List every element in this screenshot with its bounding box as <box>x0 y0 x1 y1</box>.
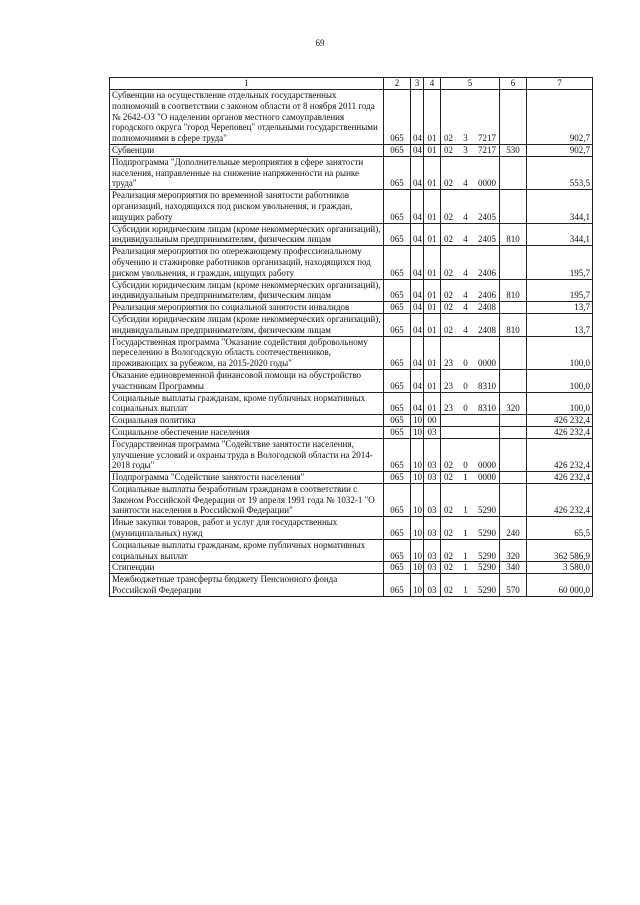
amount-cell: 60 000,0 <box>527 574 593 597</box>
section-code-cell: 04 <box>411 144 424 156</box>
amount-cell: 65,5 <box>527 517 593 540</box>
section-code-cell: 04 <box>411 392 424 415</box>
header-cell: 5 <box>441 78 500 90</box>
table-row <box>110 392 593 415</box>
table-row <box>110 144 593 156</box>
ministry-code-cell: 065 <box>384 313 411 336</box>
section-code-cell: 10 <box>411 517 424 540</box>
subsection-code-cell: 01 <box>424 336 441 369</box>
subsection-code-cell: 01 <box>424 190 441 223</box>
expense-type-cell <box>500 426 527 438</box>
amount-cell: 100,0 <box>527 336 593 369</box>
table-row <box>110 562 593 574</box>
item-name-cell: Социальные выплаты безработным гражданам в соответствии с Законом Российской Федерации от 19 апреля 1991 года № 1032-1 "О занятости населения в Российской Федерации" <box>110 483 384 516</box>
section-code-cell: 04 <box>411 279 424 302</box>
amount-cell: 426 232,4 <box>527 483 593 516</box>
table-body <box>110 90 593 597</box>
table-row <box>110 426 593 438</box>
amount-cell: 902,7 <box>527 144 593 156</box>
ministry-code-cell: 065 <box>384 562 411 574</box>
amount-cell: 344,1 <box>527 190 593 223</box>
target-article-cell: 02 1 5290 <box>441 539 500 562</box>
amount-cell: 13,7 <box>527 302 593 314</box>
ministry-code-cell: 065 <box>384 539 411 562</box>
section-code-cell: 10 <box>411 562 424 574</box>
subsection-code-cell: 03 <box>424 426 441 438</box>
item-name-cell: Иные закупки товаров, работ и услуг для государственных (муниципальных) нужд <box>110 517 384 540</box>
expense-type-cell: 320 <box>500 539 527 562</box>
table-row <box>110 223 593 246</box>
section-code-cell: 10 <box>411 483 424 516</box>
expense-type-cell: 810 <box>500 223 527 246</box>
amount-cell: 195,7 <box>527 246 593 279</box>
section-code-cell: 04 <box>411 156 424 189</box>
amount-cell: 344,1 <box>527 223 593 246</box>
ministry-code-cell: 065 <box>384 190 411 223</box>
subsection-code-cell: 01 <box>424 223 441 246</box>
subsection-code-cell: 01 <box>424 90 441 145</box>
section-code-cell: 10 <box>411 539 424 562</box>
expense-type-cell <box>500 90 527 145</box>
section-code-cell: 04 <box>411 336 424 369</box>
header-row <box>110 78 593 90</box>
expense-type-cell <box>500 302 527 314</box>
ministry-code-cell: 065 <box>384 426 411 438</box>
item-name-cell: Социальная политика <box>110 415 384 427</box>
section-code-cell: 04 <box>411 313 424 336</box>
amount-cell: 426 232,4 <box>527 472 593 484</box>
item-name-cell: Стипендии <box>110 562 384 574</box>
item-name-cell: Социальное обеспечение населения <box>110 426 384 438</box>
item-name-cell: Государственная программа "Оказание содействия добровольному переселению в Вологодскую область соотечественников, проживающих за рубежом, на 2015-2020 годы" <box>110 336 384 369</box>
subsection-code-cell: 03 <box>424 562 441 574</box>
expense-type-cell: 340 <box>500 562 527 574</box>
section-code-cell: 10 <box>411 438 424 471</box>
page-number: 69 <box>315 38 325 48</box>
table-row <box>110 574 593 597</box>
target-article-cell <box>441 426 500 438</box>
expense-type-cell <box>500 156 527 189</box>
subsection-code-cell: 03 <box>424 483 441 516</box>
table-row <box>110 517 593 540</box>
subsection-code-cell: 01 <box>424 156 441 189</box>
section-code-cell: 04 <box>411 90 424 145</box>
ministry-code-cell: 065 <box>384 246 411 279</box>
item-name-cell: Межбюджетные трансферты бюджету Пенсионного фонда Российской Федерации <box>110 574 384 597</box>
subsection-code-cell: 01 <box>424 313 441 336</box>
section-code-cell: 04 <box>411 246 424 279</box>
expense-type-cell <box>500 190 527 223</box>
target-article-cell: 02 0 0000 <box>441 438 500 471</box>
target-article-cell: 02 1 5290 <box>441 483 500 516</box>
ministry-code-cell: 065 <box>384 438 411 471</box>
subsection-code-cell: 01 <box>424 369 441 392</box>
target-article-cell: 02 3 7217 <box>441 144 500 156</box>
subsection-code-cell: 01 <box>424 246 441 279</box>
amount-cell: 553,5 <box>527 156 593 189</box>
amount-cell: 426 232,4 <box>527 426 593 438</box>
expense-type-cell: 320 <box>500 392 527 415</box>
expense-type-cell: 810 <box>500 313 527 336</box>
section-code-cell: 10 <box>411 415 424 427</box>
expense-type-cell <box>500 415 527 427</box>
subsection-code-cell: 03 <box>424 539 441 562</box>
target-article-cell: 23 0 8310 <box>441 392 500 415</box>
table-row <box>110 472 593 484</box>
section-code-cell: 04 <box>411 302 424 314</box>
item-name-cell: Оказание единовременной финансовой помощи на обустройство участникам Программы <box>110 369 384 392</box>
item-name-cell: Субсидии юридическим лицам (кроме некоммерческих организаций), индивидуальным предпринимателям, физическим лицам <box>110 279 384 302</box>
expense-type-cell <box>500 246 527 279</box>
budget-table <box>109 77 593 597</box>
header-cell: 3 <box>411 78 424 90</box>
item-name-cell: Реализация мероприятия по временной занятости работников организаций, находящихся под риском увольнения, и граждан, ищущих работу <box>110 190 384 223</box>
section-code-cell: 10 <box>411 574 424 597</box>
item-name-cell: Субвенции <box>110 144 384 156</box>
expense-type-cell: 530 <box>500 144 527 156</box>
ministry-code-cell: 065 <box>384 483 411 516</box>
table-row <box>110 369 593 392</box>
ministry-code-cell: 065 <box>384 223 411 246</box>
section-code-cell: 04 <box>411 369 424 392</box>
section-code-cell: 04 <box>411 190 424 223</box>
table-row <box>110 90 593 145</box>
subsection-code-cell: 00 <box>424 415 441 427</box>
target-article-cell: 02 4 2405 <box>441 190 500 223</box>
expense-type-cell <box>500 483 527 516</box>
ministry-code-cell: 065 <box>384 369 411 392</box>
table-row <box>110 539 593 562</box>
expense-type-cell <box>500 369 527 392</box>
item-name-cell: Социальные выплаты гражданам, кроме публичных нормативных социальных выплат <box>110 392 384 415</box>
target-article-cell: 02 4 2408 <box>441 313 500 336</box>
subsection-code-cell: 03 <box>424 517 441 540</box>
expense-type-cell: 240 <box>500 517 527 540</box>
amount-cell: 13,7 <box>527 313 593 336</box>
ministry-code-cell: 065 <box>384 144 411 156</box>
subsection-code-cell: 01 <box>424 392 441 415</box>
target-article-cell: 02 4 0000 <box>441 156 500 189</box>
target-article-cell: 23 0 0000 <box>441 336 500 369</box>
expense-type-cell: 570 <box>500 574 527 597</box>
target-article-cell: 02 4 2408 <box>441 302 500 314</box>
target-article-cell: 02 1 5290 <box>441 517 500 540</box>
subsection-code-cell: 01 <box>424 144 441 156</box>
header-cell: 4 <box>424 78 441 90</box>
header-cell: 6 <box>500 78 527 90</box>
subsection-code-cell: 03 <box>424 472 441 484</box>
subsection-code-cell: 03 <box>424 438 441 471</box>
item-name-cell: Подпрограмма "Дополнительные мероприятия в сфере занятости населения, направленные на снижение напряженности на рынке труда" <box>110 156 384 189</box>
item-name-cell: Субвенции на осуществление отдельных государственных полномочий в соответствии с законом области от 8 ноября 2011 года № 2642-ОЗ "О наделении органов местного самоуправления городского округа "город Череповец" отдельными государственными полномочиями в сфере труда" <box>110 90 384 145</box>
section-code-cell: 10 <box>411 426 424 438</box>
table-row <box>110 156 593 189</box>
amount-cell: 902,7 <box>527 90 593 145</box>
table-row <box>110 190 593 223</box>
item-name-cell: Реализация мероприятия по социальной занятости инвалидов <box>110 302 384 314</box>
item-name-cell: Государственная программа "Содействие занятости населения, улучшение условий и охраны труда в Вологодской области на 2014-2018 годы" <box>110 438 384 471</box>
table-row <box>110 302 593 314</box>
ministry-code-cell: 065 <box>384 90 411 145</box>
ministry-code-cell: 065 <box>384 336 411 369</box>
section-code-cell: 10 <box>411 472 424 484</box>
target-article-cell: 02 1 5290 <box>441 574 500 597</box>
ministry-code-cell: 065 <box>384 279 411 302</box>
amount-cell: 195,7 <box>527 279 593 302</box>
table-row <box>110 279 593 302</box>
table-row <box>110 483 593 516</box>
amount-cell: 426 232,4 <box>527 415 593 427</box>
ministry-code-cell: 065 <box>384 472 411 484</box>
subsection-code-cell: 03 <box>424 574 441 597</box>
item-name-cell: Социальные выплаты гражданам, кроме публичных нормативных социальных выплат <box>110 539 384 562</box>
amount-cell: 100,0 <box>527 369 593 392</box>
ministry-code-cell: 065 <box>384 392 411 415</box>
header-cell: 1 <box>110 78 384 90</box>
target-article-cell <box>441 415 500 427</box>
subsection-code-cell: 01 <box>424 279 441 302</box>
table-row <box>110 246 593 279</box>
ministry-code-cell: 065 <box>384 415 411 427</box>
item-name-cell: Реализация мероприятия по опережающему профессиональному обучению и стажировке работников организаций, находящихся под риском увольнения, и граждан, ищущих работу <box>110 246 384 279</box>
expense-type-cell <box>500 336 527 369</box>
ministry-code-cell: 065 <box>384 574 411 597</box>
header-cell: 2 <box>384 78 411 90</box>
target-article-cell: 02 4 2406 <box>441 246 500 279</box>
target-article-cell: 02 4 2406 <box>441 279 500 302</box>
table-row <box>110 415 593 427</box>
target-article-cell: 02 3 7217 <box>441 90 500 145</box>
subsection-code-cell: 01 <box>424 302 441 314</box>
header-cell: 7 <box>527 78 593 90</box>
expense-type-cell <box>500 438 527 471</box>
ministry-code-cell: 065 <box>384 517 411 540</box>
section-code-cell: 04 <box>411 223 424 246</box>
target-article-cell: 02 4 2405 <box>441 223 500 246</box>
table-row <box>110 313 593 336</box>
amount-cell: 100,0 <box>527 392 593 415</box>
target-article-cell: 02 1 0000 <box>441 472 500 484</box>
table-row <box>110 336 593 369</box>
ministry-code-cell: 065 <box>384 156 411 189</box>
amount-cell: 362 586,9 <box>527 539 593 562</box>
item-name-cell: Подпрограмма "Содействие занятости населения" <box>110 472 384 484</box>
expense-type-cell <box>500 472 527 484</box>
table-row <box>110 438 593 471</box>
expense-type-cell: 810 <box>500 279 527 302</box>
target-article-cell: 02 1 5290 <box>441 562 500 574</box>
target-article-cell: 23 0 8310 <box>441 369 500 392</box>
ministry-code-cell: 065 <box>384 302 411 314</box>
amount-cell: 426 232,4 <box>527 438 593 471</box>
item-name-cell: Субсидии юридическим лицам (кроме некоммерческих организаций), индивидуальным предпринимателям, физическим лицам <box>110 313 384 336</box>
item-name-cell: Субсидии юридическим лицам (кроме некоммерческих организаций), индивидуальным предпринимателям, физическим лицам <box>110 223 384 246</box>
amount-cell: 3 580,0 <box>527 562 593 574</box>
